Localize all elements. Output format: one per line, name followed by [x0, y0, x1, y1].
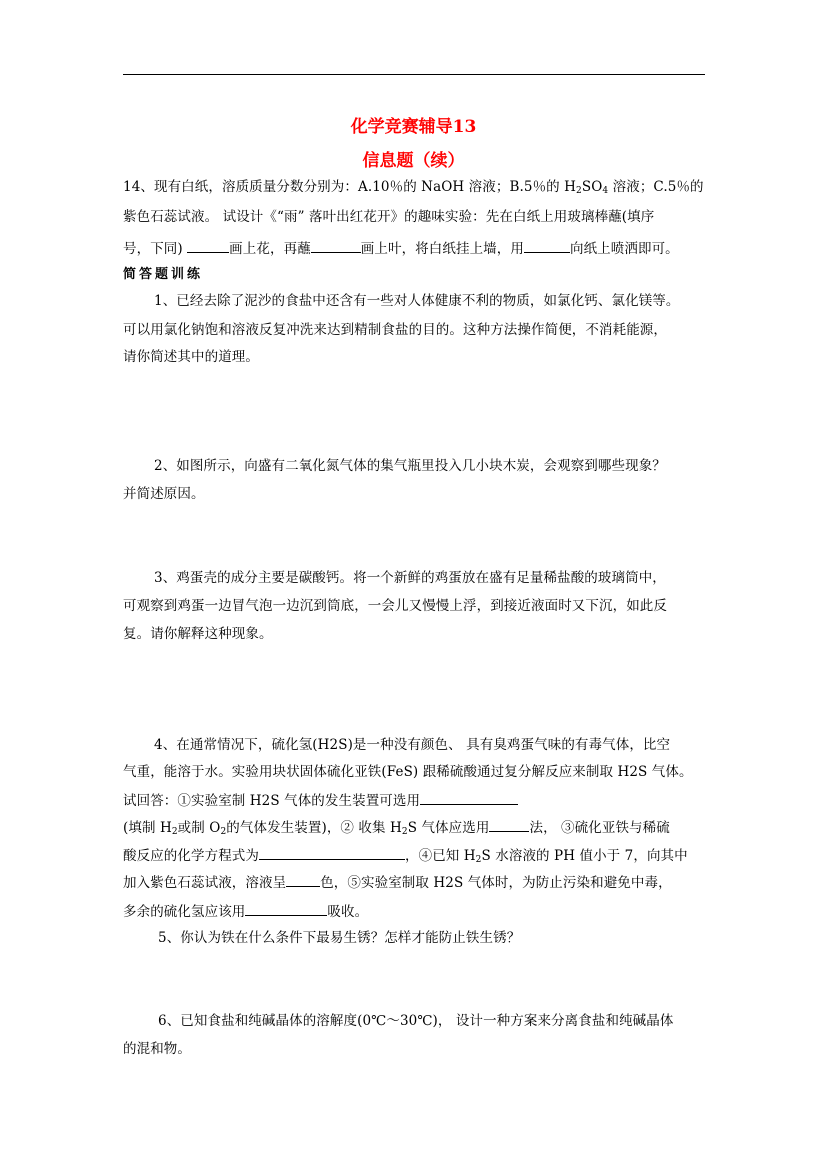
header-rule [123, 74, 705, 75]
q6-line-2: 的混和物。 [123, 1041, 191, 1057]
q4-line-5: 酸反应的化学方程式为 ，④已知 $H_2S$ 水溶液的 PH 值小于 7，向其中 [123, 845, 688, 865]
q4-line-7: 多余的硫化氢应该用 吸收。 [123, 901, 368, 921]
q4-line-3: 试回答：①实验室制 H2S 气体的发生装置可选用 [123, 790, 518, 810]
q5-line-1: 5、你认为铁在什么条件下最易生锈？怎样才能防止铁生锈？ [158, 930, 521, 946]
answer-blank[interactable] [420, 790, 518, 805]
answer-blank[interactable] [286, 872, 320, 887]
answer-blank[interactable] [311, 238, 361, 253]
q4-line-4: (填制 $H_2$或制 $O_2$的气体发生装置)，② 收集 $H_2S$ 气体应选用 法， ③硫化亚铁与稀硫 [123, 817, 670, 837]
q4-line-1: 4、在通常情况下，硫化氢(H2S)是一种没有颜色、 具有臭鸡蛋气味的有毒气体，比空 [154, 737, 671, 753]
page-title: 化学竞赛辅导13 [350, 117, 477, 137]
q2-line-2: 并简述原因。 [123, 486, 205, 502]
q1-line-1: 1、已经去除了泥沙的食盐中还含有一些对人体健康不利的物质，如氯化钙、氯化镁等。 [154, 293, 680, 309]
q1-line-3: 请你简述其中的道理。 [123, 349, 259, 365]
q3-line-2: 可观察到鸡蛋一边冒气泡一边沉到筒底，一会儿又慢慢上浮，到接近液面时又下沉，如此反 [123, 598, 667, 614]
section-heading: 简答题训练 [123, 267, 204, 282]
page-subtitle: 信息题（续） [362, 151, 465, 171]
answer-blank[interactable] [524, 238, 570, 253]
q1-line-2: 可以用氯化钠饱和溶液反复冲洗来达到精制食盐的目的。这种方法操作简便，不消耗能源， [123, 322, 667, 338]
q3-line-3: 复。请你解释这种现象。 [123, 626, 273, 642]
q2-line-1: 2、如图所示，向盛有二氧化氮气体的集气瓶里投入几小块木炭，会观察到哪些现象？ [154, 458, 666, 474]
answer-blank[interactable] [259, 845, 405, 860]
q14-line-1: 14、现有白纸，溶质质量分数分别为：A.10％的 NaOH 溶液；B.5％的 $H_2SO_4$ 溶液；C.5％的 [123, 179, 704, 196]
q4-line-2: 气重，能溶于水。实验用块状固体硫化亚铁(FeS) 跟稀硫酸通过复分解反应来制取 H2S 气体。 [123, 764, 693, 780]
q6-line-1: 6、已知食盐和纯碱晶体的溶解度(0℃～30℃)， 设计一种方案来分离食盐和纯碱晶体 [158, 1013, 674, 1029]
answer-blank[interactable] [187, 238, 229, 253]
q14-line-2: 紫色石蕊试液。 试设计《“雨” 落叶出红花开》的趣味实验：先在白纸上用玻璃棒蘸(填序 [123, 209, 655, 225]
q3-line-1: 3、鸡蛋壳的成分主要是碳酸钙。将一个新鲜的鸡蛋放在盛有足量稀盐酸的玻璃筒中， [154, 570, 666, 586]
answer-blank[interactable] [245, 901, 327, 916]
q14-line-3: 号，下同) 画上花，再蘸 画上叶，将白纸挂上墙，用 向纸上喷洒即可。 [123, 238, 679, 258]
q4-line-6: 加入紫色石蕊试液，溶液呈 色，⑤实验室制取 H2S 气体时，为防止污染和避免中毒， [123, 872, 672, 892]
answer-blank[interactable] [489, 817, 529, 832]
